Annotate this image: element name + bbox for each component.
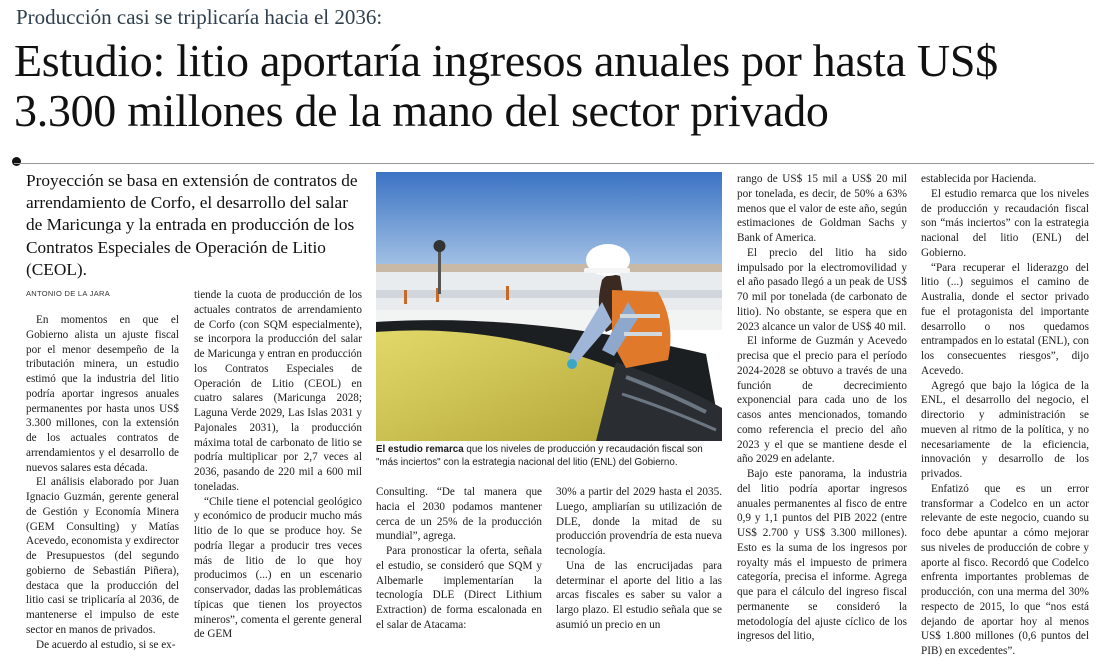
paragraph: “Chile tiene el potencial geológico y económico de producir mucho más litio de lo que se produce hoy. Se podría llegar a producir tres veces más de litio de lo que hoy producimos (...) en un escenario conservador, dadas las problemáticas típicas que tienen los proyectos mineros”, comenta el gerente general de GEM <box>194 495 362 641</box>
paragraph: Para pronosticar la oferta, señala el estudio, se consideró que SQM y Albemarle implementarían la tecnología DLE (Direct Lithium Extraction) de forma escalonada en el salar de Atacama: <box>376 545 542 631</box>
caption-lead: El estudio remarca <box>376 444 464 455</box>
paragraph: “Para recuperar el liderazgo del litio (...) seguimos el camino de Australia, donde el sector privado fue el protagonista del importante desarrollo o nos quedamos entrampados en lo estatal (ENL), con los consecuentes riesgos”, dijo Acevedo. <box>921 261 1089 377</box>
paragraph: Una de las encrucijadas para determinar el aporte del litio a las arcas fiscales es saber su valor a largo plazo. El estudio señala que se asumió un precio en un <box>556 559 722 631</box>
kicker: Producción casi se triplicaría hacia el 2036: <box>16 5 383 29</box>
paragraph: rango de US$ 15 mil a US$ 20 mil por tonelada, es decir, de 50% a 63% menos que el valor de este año, según estimaciones de Goldman Sachs y Bank of America. <box>737 173 907 244</box>
article-column-3a <box>376 485 542 633</box>
divider-line <box>14 163 1094 164</box>
paragraph: El estudio remarca que los niveles de producción y recaudación fiscal son “más inciertos” con la estrategia nacional del litio (ENL) del Gobierno. <box>921 187 1089 259</box>
headline: Estudio: litio aportaría ingresos anuales por hasta US$ 3.300 millones de la mano del sector privado <box>14 35 998 136</box>
paragraph: 30% a partir del 2029 hasta el 2035. Luego, ampliarían su utilización de DLE, donde la mitad de su producción provendría de esta nueva tecnología. <box>556 486 722 557</box>
section-bullet <box>12 157 21 166</box>
article-column-3b <box>556 485 722 633</box>
article-column-4 <box>737 172 907 644</box>
paragraph: Agregó que bajo la lógica de la ENL, el desarrollo del negocio, el directorio y administración se mueven al ritmo de la política, y no necesariamente de la eficiencia, innovación y desarrollo de los privados. <box>921 379 1089 480</box>
article-column-5 <box>921 172 1089 659</box>
paragraph: Enfatizó que es un error transformar a Codelco en un actor relevante de este negocio, cuando su foco debe apuntar a cómo mejorar sus niveles de producción de cobre y aporte al fisco. Recordó que Codelco enfrenta importantes problemas de producción, con una merma del 30% respecto de 2015, lo que “nos está dejando de aportar hoy al menos US$ 1.800 millones (0,6 puntos del PIB) en excedentes”. <box>921 482 1089 657</box>
paragraph: tiende la cuota de producción de los actuales contratos de arrendamiento de Corfo (con SQM especialmente), se incorpora la producción del salar de Maricunga y entran en producción los Contratos Especiales de Operación de Litio (CEOL) en cuatro salares (Maricunga 2028; Laguna Verde 2029, Las Islas 2031 y Pajonales 2031), la producción máxima total de carbonato de litio se podría multiplicar por 2,7 veces al 2036, pasando de 220 mil a 600 mil toneladas. <box>194 289 362 493</box>
paragraph: El análisis elaborado por Juan Ignacio Guzmán, gerente general de Gestión y Economía Minera (GEM Consulting) y Matías Acevedo, economista y exdirector de Presupuestos (del segundo gobierno de Sebastián Piñera), destaca que la producción del litio casi se triplicaría al 2036, de mantenerse el impulso de este sector en manos de privados. <box>26 476 179 636</box>
article-column-2 <box>194 288 362 642</box>
paragraph: En momentos en que el Gobierno alista un ajuste fiscal por el menor desempeño de la tributación minera, un estudio estimó que la industria del litio podría aportar ingresos anuales permanentes por hasta unos US$ 3.300 millones, con la extensión de los actuales contratos de arrendamientos y el desarrollo de nuevos salares esta década. <box>26 314 179 474</box>
paragraph: El precio del litio ha sido impulsado por la electromovilidad y el año pasado llegó a un peak de US$ 70 mil por tonelada (de carbonato de litio). No obstante, se espera que en 2023 alcance un valor de US$ 40 mil. <box>737 246 907 333</box>
deck-summary: Proyección se basa en extensión de contratos de arrendamiento de Corfo, el desarrollo del salar de Maricunga y la entrada en producción de los Contratos Especiales de Operación de Litio (CEOL). <box>26 171 358 279</box>
paragraph: establecida por Hacienda. <box>921 173 1037 185</box>
paragraph: Consulting. “De tal manera que hacia el 2030 podamos mantener cerca de un 25% de la producción mundial”, agrega. <box>376 486 542 543</box>
lithium-salar-photo <box>376 172 722 441</box>
photo-caption <box>376 444 724 469</box>
paragraph: Bajo este panorama, la industria del litio podría aportar ingresos anuales permanentes al fisco de entre 0,9 y 1,1 puntos del PIB 2022 (entre US$ 2.700 y US$ 3.300 millones). Esto es la suma de los ingresos por royalty más el impuesto de primera categoría, precisa el informe. Agrega que para el cálculo del ingreso fiscal permanente se consideró la metodología del ajuste cíclico de los ingresos del litio, <box>737 468 907 643</box>
byline: ANTONIO DE LA JARA <box>26 289 111 298</box>
paragraph: De acuerdo al estudio, si se ex- <box>36 638 176 651</box>
caption-text: que los niveles de producción y recaudación fiscal son "más inciertos" con la estrategia nacional del litio (ENL) del Gobierno. <box>376 444 703 468</box>
article-column-1 <box>26 313 179 652</box>
paragraph: El informe de Guzmán y Acevedo precisa que el precio para el período 2024-2028 se obtuvo a través de una función de decrecimiento exponencial para cada uno de los casos antes mencionados, tomando como referencia el precio del año 2023 y el que se mantiene desde el año 2029 en adelante. <box>737 335 907 466</box>
photo-illustration <box>376 172 722 441</box>
